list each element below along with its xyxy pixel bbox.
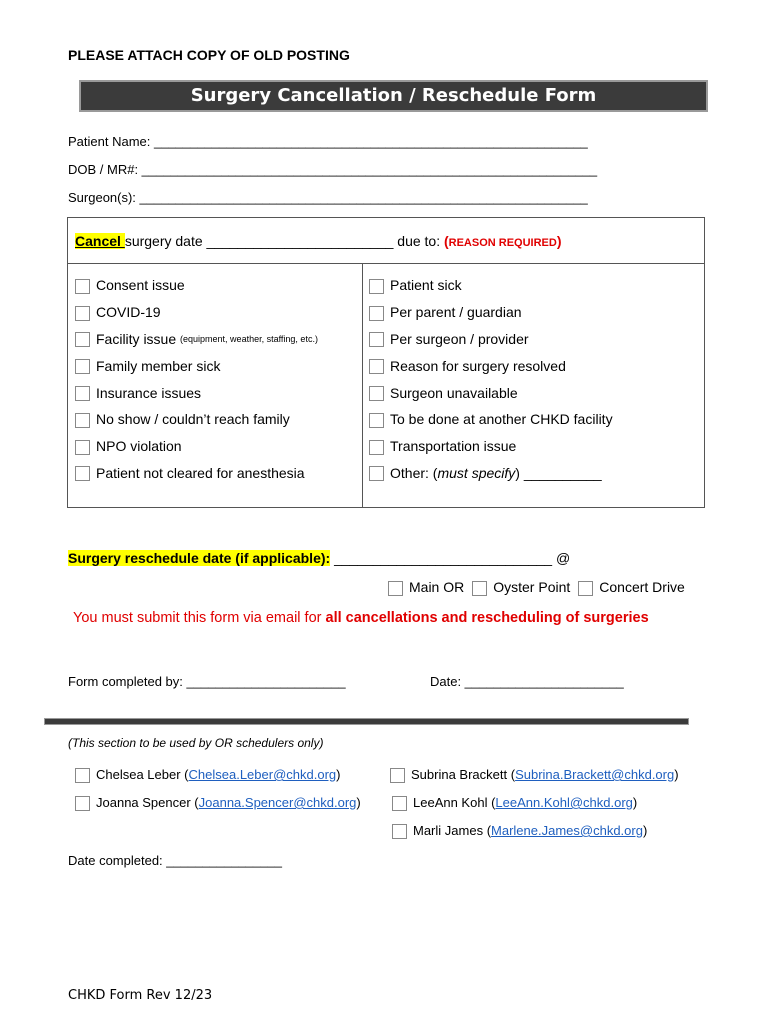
- reason-label: Facility issue: [96, 330, 177, 347]
- reason-label: To be done at another CHKD facility: [390, 411, 613, 428]
- checkbox[interactable]: [75, 332, 90, 347]
- scheduler-chelsea: Chelsea Leber ( Chelsea.Leber@chkd.org ): [75, 767, 340, 782]
- reason-family-sick: [75, 352, 318, 379]
- left-reasons: [75, 272, 318, 486]
- checkbox[interactable]: [369, 413, 384, 428]
- checkbox[interactable]: [75, 359, 90, 374]
- other-label: Other: (: [390, 464, 438, 481]
- location-label: Main OR: [409, 579, 465, 595]
- date-completed-field[interactable]: Date completed: ________________: [68, 853, 282, 868]
- checkbox[interactable]: [369, 306, 384, 321]
- reason-label: Transportation issue: [390, 438, 517, 455]
- reason-label: Reason for surgery resolved: [390, 357, 566, 374]
- checkbox[interactable]: [75, 279, 90, 294]
- completion-date-field[interactable]: Date: ______________________: [430, 674, 624, 689]
- reason-label: No show / couldn’t reach family: [96, 411, 290, 428]
- surgery-date-field[interactable]: surgery date ________________________ due to:: [124, 233, 444, 249]
- reason-another-facility: [369, 406, 613, 433]
- reason-patient-sick: [369, 272, 613, 299]
- scheduler-name: Marli James: [413, 823, 484, 838]
- checkbox[interactable]: [369, 386, 384, 401]
- checkbox[interactable]: [392, 796, 407, 811]
- scheduler-joanna: Joanna Spencer ( Joanna.Spencer@chkd.org ): [75, 795, 361, 810]
- reason-label: Per parent / guardian: [390, 304, 522, 321]
- reason-npo: [75, 433, 318, 460]
- checkbox[interactable]: [388, 581, 403, 596]
- scheduler-email-link[interactable]: LeeAnn.Kohl@chkd.org: [495, 795, 633, 810]
- checkbox[interactable]: [369, 440, 384, 455]
- reason-surgeon-unavailable: [369, 379, 613, 406]
- reason-label: Patient not cleared for anesthesia: [96, 464, 305, 481]
- reason-label: Consent issue: [96, 277, 185, 294]
- dob-mr-field[interactable]: DOB / MR#: _______________________________________________________________: [68, 162, 598, 177]
- checkbox[interactable]: [369, 279, 384, 294]
- right-reasons: [369, 272, 613, 486]
- reason-other: [369, 460, 613, 487]
- submit-note-bold: all cancellations and rescheduling of surgeries: [325, 610, 649, 626]
- checkbox[interactable]: [369, 466, 384, 481]
- facility-note: (equipment, weather, staffing, etc.): [180, 333, 318, 344]
- reason-label: Family member sick: [96, 357, 221, 374]
- reason-required-label: REASON REQUIRED: [448, 237, 557, 249]
- reschedule-date-field[interactable]: ____________________________ @: [330, 550, 571, 566]
- reschedule-row: [68, 550, 570, 566]
- reason-resolved: [369, 352, 613, 379]
- location-options: [388, 579, 693, 595]
- section-divider: [44, 718, 689, 725]
- checkbox[interactable]: [75, 768, 90, 783]
- checkbox[interactable]: [75, 413, 90, 428]
- submit-note: [73, 610, 649, 626]
- reason-label: Insurance issues: [96, 384, 202, 401]
- checkbox[interactable]: [390, 768, 405, 783]
- reschedule-label: Surgery reschedule date (if applicable):: [68, 550, 331, 566]
- scheduler-subrina: Subrina Brackett ( Subrina.Brackett@chkd.org ): [390, 767, 679, 782]
- column-divider: [362, 264, 363, 508]
- checkbox[interactable]: [472, 581, 487, 596]
- checkbox[interactable]: [75, 466, 90, 481]
- reason-parent: [369, 299, 613, 326]
- reason-label: NPO violation: [96, 438, 182, 455]
- checkbox[interactable]: [75, 306, 90, 321]
- scheduler-email-link[interactable]: Chelsea.Leber@chkd.org: [188, 767, 337, 782]
- scheduler-name: LeeAnn Kohl: [413, 795, 488, 810]
- reason-close: ): [556, 233, 562, 249]
- scheduler-leeann: LeeAnn Kohl ( LeeAnn.Kohl@chkd.org ): [392, 795, 637, 810]
- location-label: Oyster Point: [493, 579, 571, 595]
- reason-label: Patient sick: [390, 277, 462, 294]
- surgeons-field[interactable]: Surgeon(s): ______________________________________________________________: [68, 190, 588, 205]
- scheduler-email-link[interactable]: Marlene.James@chkd.org: [491, 823, 643, 838]
- reason-transportation: [369, 433, 613, 460]
- scheduler-email-link[interactable]: Joanna.Spencer@chkd.org: [198, 795, 357, 810]
- form-title: Surgery Cancellation / Reschedule Form: [79, 80, 708, 112]
- scheduler-name: Subrina Brackett: [411, 767, 508, 782]
- reason-no-show: [75, 406, 318, 433]
- location-concert-drive: [578, 579, 685, 595]
- reason-open: (: [443, 233, 449, 249]
- cancel-word: Cancel: [75, 233, 125, 249]
- reason-consent: [75, 272, 318, 299]
- reason-label: Per surgeon / provider: [390, 330, 529, 347]
- reason-covid: [75, 299, 318, 326]
- reason-label: COVID-19: [96, 304, 161, 321]
- reason-label: Surgeon unavailable: [390, 384, 518, 401]
- other-field[interactable]: ) __________: [515, 464, 602, 481]
- location-oyster-point: [472, 579, 570, 595]
- scheduler-email-link[interactable]: Subrina.Brackett@chkd.org: [515, 767, 675, 782]
- checkbox[interactable]: [75, 796, 90, 811]
- checkbox[interactable]: [578, 581, 593, 596]
- checkbox[interactable]: [369, 332, 384, 347]
- checkbox[interactable]: [369, 359, 384, 374]
- scheduler-name: Joanna Spencer: [96, 795, 191, 810]
- reason-insurance: [75, 379, 318, 406]
- cancel-header: [68, 218, 704, 264]
- cancel-box: [67, 217, 705, 508]
- location-label: Concert Drive: [599, 579, 685, 595]
- form-revision: CHKD Form Rev 12/23: [68, 988, 213, 1003]
- completed-by-field[interactable]: Form completed by: ______________________: [68, 674, 346, 689]
- scheduler-marli: Marli James ( Marlene.James@chkd.org ): [392, 823, 647, 838]
- checkbox[interactable]: [392, 824, 407, 839]
- attach-note: PLEASE ATTACH COPY OF OLD POSTING: [68, 47, 350, 63]
- scheduler-name: Chelsea Leber: [96, 767, 181, 782]
- patient-name-field[interactable]: Patient Name: ____________________________________________________________: [68, 134, 588, 149]
- scheduler-section-note: (This section to be used by OR schedulers only): [68, 736, 324, 750]
- submit-note-plain: You must submit this form via email for: [73, 610, 326, 626]
- reason-surgeon-provider: [369, 326, 613, 353]
- other-must-specify: must specify: [437, 464, 516, 481]
- location-main-or: [388, 579, 464, 595]
- reason-anesthesia: [75, 460, 318, 487]
- reason-facility: [75, 326, 318, 353]
- checkbox[interactable]: [75, 386, 90, 401]
- checkbox[interactable]: [75, 440, 90, 455]
